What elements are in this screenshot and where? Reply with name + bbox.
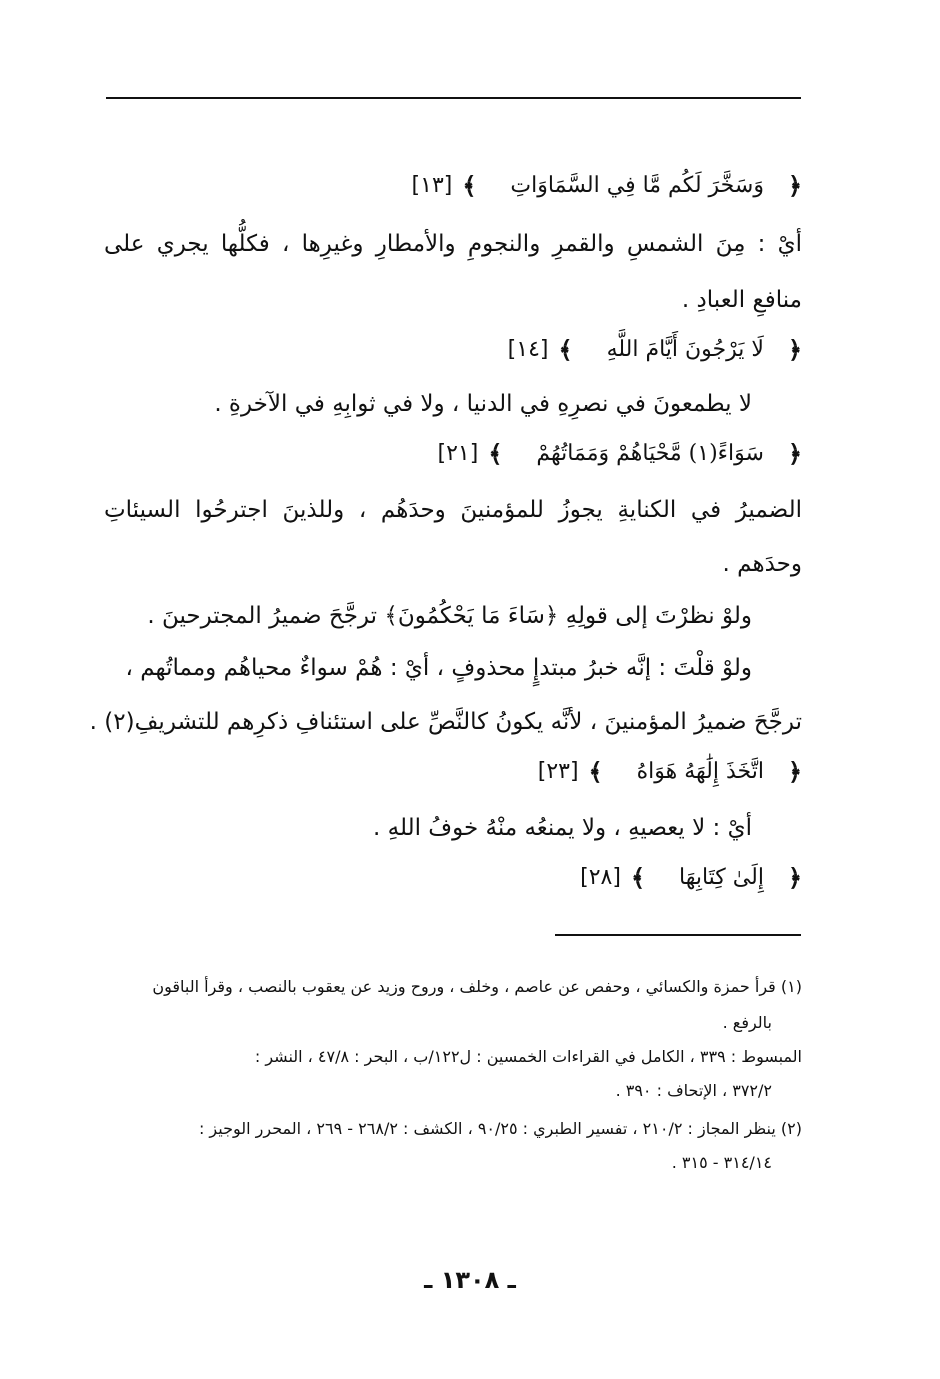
verse-text: وَسَخَّرَ لَكُم مَّا فِي السَّمَاوَاتِ	[510, 173, 764, 198]
verse-heading	[538, 752, 802, 792]
paragraph-line: ولوْ قلْتَ : إنَّه خبرُ مبتدإٍ محذوفٍ ، أيْ : هُمْ سواءٌ محياهُم ومماتُهم ،	[125, 655, 752, 681]
verse-close-bracket: ﴾	[488, 440, 503, 468]
footnote-line: المبسوط : ٣٣٩ ، الكامل في القراءات الخمسين : ل١٢٢/ب ، البحر : ٤٧/٨ ، النشر :	[254, 1047, 802, 1066]
header-rule	[106, 97, 801, 99]
verse-text: سَوَاءً(١) مَّحْيَاهُمْ وَمَمَاتُهُمْ	[536, 441, 764, 466]
verse-close-bracket: ﴾	[588, 758, 603, 786]
verse-number: [١٣]	[411, 173, 453, 198]
verse-close-bracket: ﴾	[630, 864, 645, 892]
paragraph-line: ترجَّحَ ضميرُ المؤمنينَ ، لأنَّه يكونُ كالنَّصِّ على استئنافِ ذكرِهم للتشريفِ(٢) .	[89, 709, 802, 735]
footnote-line: (١) قرأ حمزة والكسائي ، وحفص عن عاصم ، وخلف ، وروح وزيد عن يعقوب بالنصب ، وقرأ الباقون	[152, 977, 802, 996]
paragraph-line: ولوْ نظرْتَ إلى قولِهِ ﴿سَاءَ مَا يَحْكُمُونَ﴾ ترجَّحَ ضميرُ المجترحينَ .	[147, 603, 752, 629]
verse-heading	[580, 858, 802, 898]
paragraph-line: الضميرُ في الكنايةِ يجوزُ للمؤمنينَ وحدَهُم ، وللذينَ اجترحُوا السيئاتِ	[104, 497, 802, 523]
paragraph-line: منافعِ العبادِ .	[681, 287, 802, 313]
footnote-line: ٣١٤/١٤ - ٣١٥ .	[671, 1153, 772, 1172]
verse-heading	[508, 330, 802, 370]
verse-open-bracket: ﴿	[787, 758, 802, 786]
footnote-line: بالرفع .	[722, 1013, 772, 1032]
verse-heading	[438, 434, 803, 474]
paragraph-line: لا يطمعونَ في نصرِهِ في الدنيا ، ولا في ثوابِهِ في الآخرةِ .	[214, 391, 752, 417]
paragraph-line: وحدَهم .	[722, 551, 802, 577]
paragraph-line: أيْ : مِنَ الشمسِ والقمرِ والنجومِ والأمطارِ وغيرِها ، فكلُّها يجري على	[104, 231, 802, 257]
verse-number: [٢٨]	[580, 865, 621, 890]
paragraph-line: أيْ : لا يعصيهِ ، ولا يمنعُه منْهُ خوفُ اللهِ .	[373, 815, 752, 841]
verse-open-bracket: ﴿	[787, 440, 802, 468]
footnote-line: ٣٧٢/٢ ، الإتحاف : ٣٩٠ .	[615, 1081, 772, 1100]
footnote-separator	[555, 934, 801, 936]
verse-open-bracket: ﴿	[787, 864, 802, 892]
verse-number: [٢١]	[437, 441, 479, 466]
verse-text: اتَّخَذَ إِلَٰهَهُ هَوَاهُ	[636, 759, 764, 784]
verse-number: [٢٣]	[537, 759, 579, 784]
verse-close-bracket: ﴾	[462, 172, 477, 200]
verse-heading	[412, 166, 802, 206]
footnote-line: (٢) ينظر المجاز : ٢١٠/٢ ، تفسير الطبري : ٩٠/٢٥ ، الكشف : ٢٦٨/٢ - ٢٦٩ ، المحرر الوجيز :	[198, 1119, 802, 1138]
verse-text: إِلَىٰ كِتَابِهَا	[679, 865, 764, 890]
page-number: ـ ١٣٠٨ ـ	[424, 1266, 516, 1294]
verse-open-bracket: ﴿	[787, 172, 802, 200]
verse-open-bracket: ﴿	[787, 336, 802, 364]
verse-close-bracket: ﴾	[558, 336, 573, 364]
verse-text: لَا يَرْجُونَ أَيَّامَ اللَّهِ	[606, 337, 764, 362]
verse-number: [١٤]	[507, 337, 549, 362]
